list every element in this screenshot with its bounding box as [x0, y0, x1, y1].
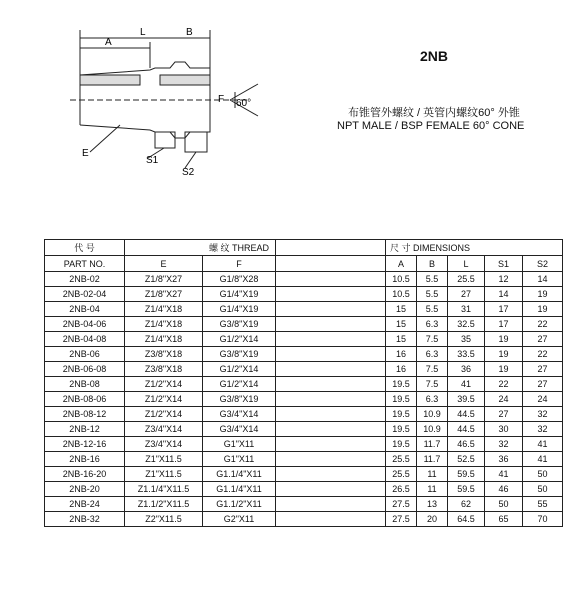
table-row: [45, 512, 563, 527]
cell-part-no: 2NB-02-04: [45, 287, 125, 302]
cell-e: Z3/8"X18: [125, 362, 203, 377]
cell-b: 6.3: [417, 347, 448, 362]
cell-e: Z1.1/2"X11.5: [125, 497, 203, 512]
cell-b: 11: [417, 467, 448, 482]
cell-blank: [276, 347, 386, 362]
cell-blank: [276, 467, 386, 482]
cell-l: 44.5: [448, 407, 485, 422]
cell-a: 15: [386, 302, 417, 317]
header-e: E: [125, 256, 203, 272]
cell-l: 25.5: [448, 272, 485, 287]
cell-f: G1/4"X19: [203, 287, 276, 302]
cell-part-no: 2NB-20: [45, 482, 125, 497]
cell-s2: 14: [523, 272, 563, 287]
header-a: A: [386, 256, 417, 272]
cell-b: 11.7: [417, 437, 448, 452]
cell-a: 19.5: [386, 392, 417, 407]
cell-s1: 32: [485, 437, 523, 452]
cell-l: 59.5: [448, 467, 485, 482]
cell-a: 19.5: [386, 377, 417, 392]
cell-f: G1"X11: [203, 437, 276, 452]
cell-a: 10.5: [386, 287, 417, 302]
cell-blank: [276, 497, 386, 512]
table-header-row-top: [45, 240, 563, 256]
cell-s2: 27: [523, 377, 563, 392]
table-row: [45, 287, 563, 302]
cell-l: 52.5: [448, 452, 485, 467]
cell-part-no: 2NB-04-06: [45, 317, 125, 332]
cell-part-no: 2NB-32: [45, 512, 125, 527]
cell-f: G3/8"X19: [203, 347, 276, 362]
part-title: 2NB: [420, 48, 449, 64]
cell-b: 7.5: [417, 332, 448, 347]
cell-f: G1/2"X14: [203, 332, 276, 347]
cell-f: G3/8"X19: [203, 392, 276, 407]
cell-s2: 19: [523, 302, 563, 317]
cell-e: Z3/4"X14: [125, 437, 203, 452]
cell-s1: 41: [485, 467, 523, 482]
cell-l: 41: [448, 377, 485, 392]
cell-e: Z1"X11.5: [125, 452, 203, 467]
cell-f: G1.1/2"X11: [203, 497, 276, 512]
cell-a: 27.5: [386, 512, 417, 527]
cell-s2: 41: [523, 437, 563, 452]
cell-l: 59.5: [448, 482, 485, 497]
cell-b: 10.9: [417, 407, 448, 422]
cell-l: 36: [448, 362, 485, 377]
cell-s1: 27: [485, 407, 523, 422]
cell-b: 13: [417, 497, 448, 512]
table-row: [45, 437, 563, 452]
cell-b: 5.5: [417, 302, 448, 317]
cell-blank: [276, 437, 386, 452]
cell-f: G1.1/4"X11: [203, 467, 276, 482]
cell-l: 64.5: [448, 512, 485, 527]
cell-f: G1/8"X28: [203, 272, 276, 287]
cell-s1: 19: [485, 332, 523, 347]
cell-s1: 30: [485, 422, 523, 437]
table-row: [45, 482, 563, 497]
cell-e: Z2"X11.5: [125, 512, 203, 527]
cell-f: G1/4"X19: [203, 302, 276, 317]
cell-e: Z1/2"X14: [125, 392, 203, 407]
cell-b: 11.7: [417, 452, 448, 467]
cell-b: 5.5: [417, 272, 448, 287]
cell-part-no: 2NB-16: [45, 452, 125, 467]
table-row: [45, 452, 563, 467]
cell-s1: 50: [485, 497, 523, 512]
label-angle: 60°: [236, 98, 252, 109]
cell-s1: 19: [485, 347, 523, 362]
cell-l: 44.5: [448, 422, 485, 437]
table-row: [45, 332, 563, 347]
cell-s1: 14: [485, 287, 523, 302]
cell-b: 6.3: [417, 392, 448, 407]
table-row: [45, 392, 563, 407]
table-row: [45, 422, 563, 437]
cell-s1: 22: [485, 377, 523, 392]
cell-part-no: 2NB-08: [45, 377, 125, 392]
table-row: [45, 362, 563, 377]
cell-a: 10.5: [386, 272, 417, 287]
header-l: L: [448, 256, 485, 272]
cell-a: 15: [386, 317, 417, 332]
label-s2: S2: [182, 167, 195, 178]
table-row: [45, 272, 563, 287]
cell-part-no: 2NB-06: [45, 347, 125, 362]
table-row: [45, 347, 563, 362]
table-row: [45, 497, 563, 512]
cell-l: 33.5: [448, 347, 485, 362]
cell-e: Z1/4"X18: [125, 302, 203, 317]
cell-s1: 17: [485, 317, 523, 332]
cell-blank: [276, 377, 386, 392]
cell-a: 25.5: [386, 452, 417, 467]
cell-s2: 24: [523, 392, 563, 407]
cell-s2: 27: [523, 332, 563, 347]
spec-table: [44, 239, 563, 527]
cell-l: 32.5: [448, 317, 485, 332]
cell-f: G1.1/4"X11: [203, 482, 276, 497]
cell-blank: [276, 407, 386, 422]
header-blank-2: [276, 256, 386, 272]
cell-e: Z1/8"X27: [125, 272, 203, 287]
table-body: [45, 272, 563, 527]
cell-e: Z3/8"X18: [125, 347, 203, 362]
description-english: NPT MALE / BSP FEMALE 60° CONE: [337, 120, 525, 132]
cell-a: 19.5: [386, 422, 417, 437]
cell-a: 19.5: [386, 437, 417, 452]
cell-e: Z3/4"X14: [125, 422, 203, 437]
label-l: L: [140, 27, 146, 38]
cell-blank: [276, 317, 386, 332]
label-s1: S1: [146, 155, 159, 166]
table-header-row-bottom: [45, 256, 563, 272]
cell-part-no: 2NB-02: [45, 272, 125, 287]
cell-b: 7.5: [417, 362, 448, 377]
header-s2: S2: [523, 256, 563, 272]
cell-e: Z1/2"X14: [125, 407, 203, 422]
cell-part-no: 2NB-16-20: [45, 467, 125, 482]
cell-s1: 19: [485, 362, 523, 377]
label-e: E: [82, 148, 89, 159]
cell-blank: [276, 332, 386, 347]
cell-part-no: 2NB-12-16: [45, 437, 125, 452]
cell-a: 19.5: [386, 407, 417, 422]
cell-l: 62: [448, 497, 485, 512]
fitting-drawing: [60, 20, 260, 180]
cell-b: 6.3: [417, 317, 448, 332]
cell-b: 5.5: [417, 287, 448, 302]
cell-s1: 65: [485, 512, 523, 527]
table-row: [45, 302, 563, 317]
cell-e: Z1/2"X14: [125, 377, 203, 392]
cell-s2: 32: [523, 407, 563, 422]
table-row: [45, 407, 563, 422]
cell-l: 27: [448, 287, 485, 302]
table-row: [45, 467, 563, 482]
cell-blank: [276, 287, 386, 302]
header-part-no: PART NO.: [45, 256, 125, 272]
cell-e: Z1.1/4"X11.5: [125, 482, 203, 497]
cell-e: Z1/4"X18: [125, 317, 203, 332]
header-code: 代 号: [45, 240, 125, 256]
table-row: [45, 377, 563, 392]
cell-e: Z1/8"X27: [125, 287, 203, 302]
cell-a: 16: [386, 362, 417, 377]
cell-part-no: 2NB-24: [45, 497, 125, 512]
cell-blank: [276, 302, 386, 317]
cell-s2: 55: [523, 497, 563, 512]
header-dimensions: 尺 寸 DIMENSIONS: [386, 240, 563, 256]
cell-s1: 17: [485, 302, 523, 317]
cell-f: G1"X11: [203, 452, 276, 467]
cell-a: 15: [386, 332, 417, 347]
cell-part-no: 2NB-08-06: [45, 392, 125, 407]
cell-blank: [276, 512, 386, 527]
cell-s2: 32: [523, 422, 563, 437]
cell-part-no: 2NB-04-08: [45, 332, 125, 347]
cell-blank: [276, 422, 386, 437]
cell-b: 10.9: [417, 422, 448, 437]
cell-s2: 27: [523, 362, 563, 377]
cell-s2: 50: [523, 482, 563, 497]
cell-b: 11: [417, 482, 448, 497]
cell-part-no: 2NB-04: [45, 302, 125, 317]
header-thread: 螺 纹 THREAD: [125, 240, 276, 256]
cell-e: Z1/4"X18: [125, 332, 203, 347]
cell-l: 46.5: [448, 437, 485, 452]
cell-f: G3/4"X14: [203, 407, 276, 422]
cell-s2: 50: [523, 467, 563, 482]
cell-s2: 22: [523, 347, 563, 362]
cell-l: 39.5: [448, 392, 485, 407]
cell-a: 26.5: [386, 482, 417, 497]
cell-f: G1/2"X14: [203, 362, 276, 377]
cell-a: 16: [386, 347, 417, 362]
cell-s2: 70: [523, 512, 563, 527]
cell-s1: 24: [485, 392, 523, 407]
cell-s2: 22: [523, 317, 563, 332]
cell-s2: 19: [523, 287, 563, 302]
cell-s1: 46: [485, 482, 523, 497]
cell-part-no: 2NB-12: [45, 422, 125, 437]
cell-part-no: 2NB-08-12: [45, 407, 125, 422]
cell-s1: 12: [485, 272, 523, 287]
cell-l: 31: [448, 302, 485, 317]
cell-b: 7.5: [417, 377, 448, 392]
header-f: F: [203, 256, 276, 272]
cell-a: 27.5: [386, 497, 417, 512]
cell-part-no: 2NB-06-08: [45, 362, 125, 377]
cell-s1: 36: [485, 452, 523, 467]
table-row: [45, 317, 563, 332]
label-f: F: [218, 94, 225, 105]
header-s1: S1: [485, 256, 523, 272]
description-chinese: 布锥管外螺纹 / 英管内螺纹60° 外锥: [348, 107, 520, 119]
cell-s2: 41: [523, 452, 563, 467]
cell-l: 35: [448, 332, 485, 347]
cell-e: Z1"X11.5: [125, 467, 203, 482]
cell-blank: [276, 482, 386, 497]
cell-a: 25.5: [386, 467, 417, 482]
cell-f: G1/2"X14: [203, 377, 276, 392]
cell-blank: [276, 452, 386, 467]
cell-blank: [276, 392, 386, 407]
cell-blank: [276, 362, 386, 377]
cell-b: 20: [417, 512, 448, 527]
cell-f: G3/8"X19: [203, 317, 276, 332]
label-a: A: [105, 37, 112, 48]
header-b: B: [417, 256, 448, 272]
header-blank: [276, 240, 386, 256]
cell-f: G2"X11: [203, 512, 276, 527]
cell-f: G3/4"X14: [203, 422, 276, 437]
cell-blank: [276, 272, 386, 287]
label-b: B: [186, 27, 193, 38]
